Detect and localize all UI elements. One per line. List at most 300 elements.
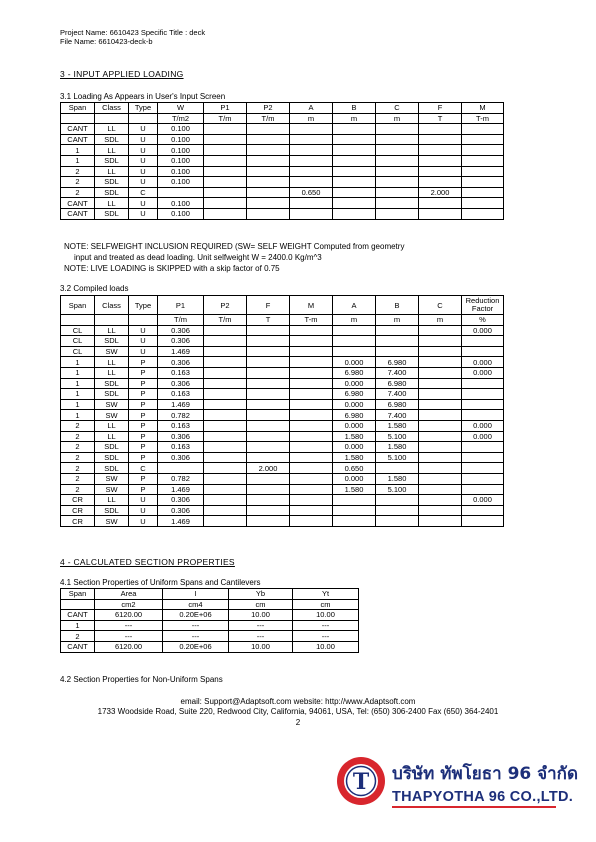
compiled-loads-cell (290, 420, 333, 431)
section-props-cell: 6120.00 (95, 641, 163, 652)
compiled-loads-cell: 0.306 (158, 378, 204, 389)
file-name-line: File Name: 6610423-deck-b (60, 37, 153, 46)
compiled-loads-cell (204, 505, 247, 516)
compiled-loads-cell (419, 389, 462, 400)
compiled-loads-cell: 6.980 (333, 367, 376, 378)
compiled-loads-cell (376, 346, 419, 357)
compiled-loads-cell (419, 495, 462, 506)
compiled-loads-cell: 0.163 (158, 367, 204, 378)
compiled-loads-cell (419, 357, 462, 368)
section-props-cell: 6120.00 (95, 610, 163, 621)
input-loading-cell (333, 145, 376, 156)
compiled-loads-cell: 0.000 (333, 357, 376, 368)
compiled-loads-cell (204, 484, 247, 495)
input-loading-cell (333, 198, 376, 209)
compiled-loads-cell (204, 410, 247, 421)
input-loading-cell: SDL (95, 187, 129, 198)
compiled-loads-cell: 1.580 (376, 420, 419, 431)
compiled-loads-cell: 1.469 (158, 346, 204, 357)
input-loading-cell (247, 166, 290, 177)
compiled-loads-cell (204, 357, 247, 368)
section-props-cell: --- (95, 620, 163, 631)
input-loading-cell (462, 208, 504, 219)
section-props-cell: 10.00 (293, 610, 359, 621)
compiled-loads-cell (290, 399, 333, 410)
input-loading-cell: SDL (95, 155, 129, 166)
compiled-loads-cell: SW (95, 410, 129, 421)
compiled-loads-cell: 0.306 (158, 325, 204, 336)
compiled-loads-cell (290, 442, 333, 453)
input-loading-cell: CANT (61, 124, 95, 135)
compiled-loads-cell: P (129, 484, 158, 495)
compiled-loads-cell: SDL (95, 442, 129, 453)
compiled-loads-cell: U (129, 336, 158, 347)
compiled-loads-cell (419, 442, 462, 453)
input-loading-cell (376, 124, 419, 135)
input-loading-cell: 0.100 (158, 134, 204, 145)
compiled-loads-cell: LL (95, 431, 129, 442)
compiled-loads-cell (462, 463, 504, 474)
compiled-loads-cell: 2 (61, 473, 95, 484)
section-props-header-row (61, 589, 359, 600)
section-props-cell: --- (229, 620, 293, 631)
compiled-loads-cell (158, 463, 204, 474)
section-props-row (61, 631, 359, 642)
compiled-loads-cell: C (419, 296, 462, 315)
input-loading-cell: U (129, 145, 158, 156)
input-loading-cell (290, 208, 333, 219)
compiled-loads-cell (247, 367, 290, 378)
input-loading-cell (204, 187, 247, 198)
compiled-loads-cell (419, 420, 462, 431)
compiled-loads-cell: % (462, 315, 504, 326)
compiled-loads-row (61, 516, 504, 527)
compiled-loads-cell: 0.000 (462, 420, 504, 431)
input-loading-cell (290, 166, 333, 177)
compiled-loads-cell: 1.580 (333, 431, 376, 442)
compiled-loads-cell: 7.400 (376, 389, 419, 400)
input-loading-cell (204, 177, 247, 188)
input-loading-cell: Type (129, 103, 158, 114)
compiled-loads-row (61, 357, 504, 368)
section-props-cell: Yt (293, 589, 359, 600)
input-loading-row (61, 177, 504, 188)
compiled-loads-cell (419, 452, 462, 463)
input-loading-cell (376, 145, 419, 156)
input-loading-cell (290, 177, 333, 188)
input-loading-cell (247, 124, 290, 135)
compiled-loads-cell (290, 473, 333, 484)
compiled-loads-cell (204, 378, 247, 389)
input-loading-cell: T/m (247, 113, 290, 124)
compiled-loads-cell (462, 389, 504, 400)
compiled-loads-cell: LL (95, 325, 129, 336)
section-props-cell: 10.00 (293, 641, 359, 652)
compiled-loads-cell: 0.000 (462, 325, 504, 336)
input-loading-cell (290, 145, 333, 156)
compiled-loads-cell (247, 336, 290, 347)
compiled-loads-cell: 1.580 (333, 484, 376, 495)
compiled-loads-row (61, 452, 504, 463)
compiled-loads-cell (376, 336, 419, 347)
compiled-loads-header-row (61, 296, 504, 315)
input-loading-cell: CANT (61, 198, 95, 209)
compiled-loads-cell: 6.980 (376, 357, 419, 368)
selfweight-note: NOTE: SELFWEIGHT INCLUSION REQUIRED (SW= SELF WEIGHT Computed from geometry (64, 242, 405, 251)
compiled-loads-cell: 1.580 (333, 452, 376, 463)
input-loading-cell (61, 113, 95, 124)
compiled-loads-cell (204, 516, 247, 527)
input-loading-cell: 2.000 (419, 187, 462, 198)
section-props-cell: 0.20E+06 (163, 610, 229, 621)
compiled-loads-cell: SW (95, 399, 129, 410)
compiled-loads-row (61, 484, 504, 495)
input-loading-cell (376, 198, 419, 209)
compiled-loads-cell (247, 357, 290, 368)
compiled-loads-cell: 5.100 (376, 484, 419, 495)
compiled-loads-cell: SDL (95, 505, 129, 516)
input-loading-cell: Span (61, 103, 95, 114)
compiled-loads-cell: LL (95, 367, 129, 378)
compiled-loads-cell (462, 442, 504, 453)
input-loading-cell (333, 208, 376, 219)
compiled-loads-cell (333, 516, 376, 527)
input-loading-cell (333, 124, 376, 135)
compiled-loads-row (61, 367, 504, 378)
compiled-loads-cell: M (290, 296, 333, 315)
compiled-loads-cell (204, 336, 247, 347)
section-props-cell: cm2 (95, 599, 163, 610)
compiled-loads-cell: 6.980 (333, 410, 376, 421)
compiled-loads-cell: U (129, 325, 158, 336)
compiled-loads-cell: A (333, 296, 376, 315)
input-loading-row (61, 166, 504, 177)
section-props-row (61, 641, 359, 652)
compiled-loads-cell (204, 346, 247, 357)
footer-contact: email: Support@Adaptsoft.com website: http://www.Adaptsoft.com (180, 697, 416, 706)
compiled-loads-cell: Type (129, 296, 158, 315)
compiled-loads-cell (204, 367, 247, 378)
input-loading-cell (462, 177, 504, 188)
compiled-loads-cell: 1.469 (158, 516, 204, 527)
compiled-loads-cell: 0.782 (158, 410, 204, 421)
input-loading-cell (247, 208, 290, 219)
compiled-loads-cell (247, 473, 290, 484)
section-props-cell: cm (293, 599, 359, 610)
input-loading-cell: SDL (95, 177, 129, 188)
compiled-loads-cell (419, 431, 462, 442)
compiled-loads-cell (204, 442, 247, 453)
input-loading-cell: P1 (204, 103, 247, 114)
compiled-loads-cell (247, 505, 290, 516)
compiled-loads-cell (290, 346, 333, 357)
section-props-cell: cm (229, 599, 293, 610)
compiled-loads-cell: U (129, 495, 158, 506)
compiled-loads-cell: 1.580 (376, 442, 419, 453)
compiled-loads-cell (462, 336, 504, 347)
compiled-loads-cell: P (129, 442, 158, 453)
compiled-loads-cell: Reduction Factor (462, 296, 504, 315)
compiled-loads-cell: 1 (61, 367, 95, 378)
compiled-loads-row (61, 410, 504, 421)
compiled-loads-cell (462, 399, 504, 410)
input-loading-cell (333, 177, 376, 188)
compiled-loads-row (61, 420, 504, 431)
input-loading-cell (462, 155, 504, 166)
input-loading-cell: C (376, 103, 419, 114)
compiled-loads-cell: B (376, 296, 419, 315)
input-loading-cell: U (129, 198, 158, 209)
compiled-loads-cell (204, 325, 247, 336)
input-loading-row (61, 187, 504, 198)
compiled-loads-cell: 1.469 (158, 484, 204, 495)
compiled-loads-row (61, 389, 504, 400)
compiled-loads-cell: T-m (290, 315, 333, 326)
input-loading-cell (204, 145, 247, 156)
input-loading-cell (158, 187, 204, 198)
input-loading-cell (247, 198, 290, 209)
compiled-loads-cell (462, 516, 504, 527)
input-loading-cell: T/m2 (158, 113, 204, 124)
compiled-loads-cell: 2 (61, 431, 95, 442)
compiled-loads-cell: 0.000 (333, 399, 376, 410)
input-loading-cell: Class (95, 103, 129, 114)
compiled-loads-cell (247, 325, 290, 336)
compiled-loads-cell: CL (61, 346, 95, 357)
compiled-loads-cell (419, 346, 462, 357)
section-3-title: 3 - INPUT APPLIED LOADING (60, 69, 184, 79)
compiled-loads-cell (333, 346, 376, 357)
subsection-4-1-title: 4.1 Section Properties of Uniform Spans and Cantilevers (60, 578, 261, 587)
compiled-loads-cell: CR (61, 495, 95, 506)
compiled-loads-cell (419, 484, 462, 495)
input-loading-cell (333, 187, 376, 198)
input-loading-cell (290, 134, 333, 145)
section-props-unit-row (61, 599, 359, 610)
input-loading-table (60, 102, 504, 220)
input-loading-cell (95, 113, 129, 124)
compiled-loads-cell: CL (61, 336, 95, 347)
compiled-loads-cell: 2 (61, 442, 95, 453)
compiled-loads-cell: 0.000 (462, 357, 504, 368)
compiled-loads-cell: 6.980 (376, 378, 419, 389)
compiled-loads-cell (247, 452, 290, 463)
compiled-loads-cell: 2 (61, 484, 95, 495)
compiled-loads-cell: 0.000 (333, 442, 376, 453)
input-loading-cell: U (129, 177, 158, 188)
compiled-loads-cell: 6.980 (376, 399, 419, 410)
input-loading-cell (204, 134, 247, 145)
compiled-loads-cell: 0.306 (158, 505, 204, 516)
compiled-loads-cell: Class (95, 296, 129, 315)
compiled-loads-cell (129, 315, 158, 326)
input-loading-cell (419, 145, 462, 156)
compiled-loads-cell: SDL (95, 463, 129, 474)
input-loading-cell (462, 134, 504, 145)
compiled-loads-cell (204, 420, 247, 431)
input-loading-cell (419, 166, 462, 177)
section-props-cell: --- (293, 631, 359, 642)
section-props-cell: 10.00 (229, 610, 293, 621)
compiled-loads-cell: P (129, 389, 158, 400)
compiled-loads-cell: 0.306 (158, 495, 204, 506)
input-loading-cell: 0.100 (158, 124, 204, 135)
compiled-loads-unit-row (61, 315, 504, 326)
section-props-cell: Area (95, 589, 163, 600)
input-loading-cell (462, 198, 504, 209)
input-loading-row (61, 145, 504, 156)
compiled-loads-cell: 0.306 (158, 431, 204, 442)
input-loading-cell (247, 177, 290, 188)
compiled-loads-cell: m (376, 315, 419, 326)
compiled-loads-cell (290, 389, 333, 400)
compiled-loads-cell (247, 420, 290, 431)
compiled-loads-cell: 2 (61, 452, 95, 463)
compiled-loads-row (61, 325, 504, 336)
input-loading-cell: B (333, 103, 376, 114)
company-name-english: THAPYOTHA 96 CO.,LTD. (392, 789, 574, 805)
input-loading-cell: 0.100 (158, 177, 204, 188)
input-loading-cell: CANT (61, 134, 95, 145)
compiled-loads-row (61, 431, 504, 442)
input-loading-cell: LL (95, 124, 129, 135)
compiled-loads-cell: 1 (61, 378, 95, 389)
input-loading-cell (333, 166, 376, 177)
compiled-loads-cell (247, 410, 290, 421)
input-loading-cell: m (290, 113, 333, 124)
input-loading-cell (204, 155, 247, 166)
compiled-loads-cell: m (333, 315, 376, 326)
compiled-loads-cell: 0.000 (462, 495, 504, 506)
section-props-cell: 1 (61, 620, 95, 631)
compiled-loads-cell: 1 (61, 410, 95, 421)
section-props-cell: 2 (61, 631, 95, 642)
compiled-loads-cell (61, 315, 95, 326)
input-loading-cell (333, 155, 376, 166)
project-name-line: Project Name: 6610423 Specific Title : deck (60, 28, 206, 37)
compiled-loads-cell (419, 516, 462, 527)
compiled-loads-cell: P (129, 367, 158, 378)
input-loading-cell (462, 166, 504, 177)
compiled-loads-cell (204, 389, 247, 400)
compiled-loads-cell (95, 315, 129, 326)
input-loading-cell (462, 124, 504, 135)
compiled-loads-cell (204, 495, 247, 506)
compiled-loads-cell: 0.000 (462, 431, 504, 442)
compiled-loads-cell: 1.580 (376, 473, 419, 484)
input-loading-row (61, 155, 504, 166)
input-loading-cell (376, 187, 419, 198)
compiled-loads-cell (204, 452, 247, 463)
input-loading-cell: 1 (61, 145, 95, 156)
compiled-loads-cell: U (129, 516, 158, 527)
section-props-cell: --- (95, 631, 163, 642)
input-loading-cell: T-m (462, 113, 504, 124)
compiled-loads-cell: SDL (95, 452, 129, 463)
section-props-cell (61, 599, 95, 610)
input-loading-cell: U (129, 124, 158, 135)
compiled-loads-cell: 0.000 (333, 473, 376, 484)
input-loading-cell (129, 113, 158, 124)
input-loading-cell (376, 134, 419, 145)
input-loading-cell: CANT (61, 208, 95, 219)
compiled-loads-cell (247, 399, 290, 410)
footer-address: 1733 Woodside Road, Suite 220, Redwood City, California, 94061, USA, Tel: (650) 306-2400 Fax (650) 364-2401 (97, 707, 499, 716)
compiled-loads-cell: SW (95, 516, 129, 527)
input-loading-cell: 2 (61, 166, 95, 177)
section-props-row (61, 620, 359, 631)
input-loading-row (61, 134, 504, 145)
input-loading-cell: LL (95, 166, 129, 177)
compiled-loads-cell: 7.400 (376, 367, 419, 378)
compiled-loads-cell (204, 399, 247, 410)
input-loading-row (61, 208, 504, 219)
section-props-cell: Yb (229, 589, 293, 600)
compiled-loads-cell (462, 452, 504, 463)
input-loading-cell (419, 124, 462, 135)
compiled-loads-cell: LL (95, 357, 129, 368)
selfweight-note-continued: input and treated as dead loading. Unit selfweight W = 2400.0 Kg/m^3 (74, 253, 322, 262)
compiled-loads-cell: CR (61, 516, 95, 527)
input-loading-cell (462, 145, 504, 156)
input-loading-cell (204, 198, 247, 209)
compiled-loads-cell: 0.163 (158, 420, 204, 431)
compiled-loads-cell (376, 495, 419, 506)
compiled-loads-cell: P (129, 452, 158, 463)
subsection-3-2-title: 3.2 Compiled loads (60, 284, 129, 293)
section-props-cell: --- (229, 631, 293, 642)
section-props-cell: --- (163, 620, 229, 631)
compiled-loads-cell: P (129, 399, 158, 410)
input-loading-cell: 0.650 (290, 187, 333, 198)
input-loading-cell: 2 (61, 187, 95, 198)
input-loading-cell: W (158, 103, 204, 114)
input-loading-cell (247, 187, 290, 198)
compiled-loads-row (61, 463, 504, 474)
input-loading-cell: T (419, 113, 462, 124)
input-loading-cell (290, 198, 333, 209)
compiled-loads-cell (462, 410, 504, 421)
compiled-loads-row (61, 442, 504, 453)
compiled-loads-cell: P (129, 357, 158, 368)
compiled-loads-cell (419, 378, 462, 389)
compiled-loads-cell: 0.650 (333, 463, 376, 474)
compiled-loads-cell (462, 505, 504, 516)
compiled-loads-cell (419, 410, 462, 421)
compiled-loads-cell: 2.000 (247, 463, 290, 474)
compiled-loads-row (61, 346, 504, 357)
compiled-loads-cell (376, 516, 419, 527)
compiled-loads-cell: 0.000 (462, 367, 504, 378)
compiled-loads-cell: 0.163 (158, 389, 204, 400)
compiled-loads-cell (376, 325, 419, 336)
input-loading-cell (419, 208, 462, 219)
company-name-thai: บริษัท ทัพโยธา 96 จำกัด (392, 764, 579, 784)
input-loading-header-row (61, 103, 504, 114)
compiled-loads-cell: P (129, 410, 158, 421)
compiled-loads-cell: m (419, 315, 462, 326)
compiled-loads-cell (333, 495, 376, 506)
input-loading-cell: U (129, 155, 158, 166)
compiled-loads-cell: T/m (158, 315, 204, 326)
compiled-loads-cell (247, 389, 290, 400)
section-props-cell: 0.20E+06 (163, 641, 229, 652)
section-4-title: 4 - CALCULATED SECTION PROPERTIES (60, 557, 235, 567)
compiled-loads-cell (419, 473, 462, 484)
input-loading-cell (247, 155, 290, 166)
subsection-4-2-title: 4.2 Section Properties for Non-Uniform Spans (60, 675, 223, 684)
compiled-loads-cell: SDL (95, 389, 129, 400)
